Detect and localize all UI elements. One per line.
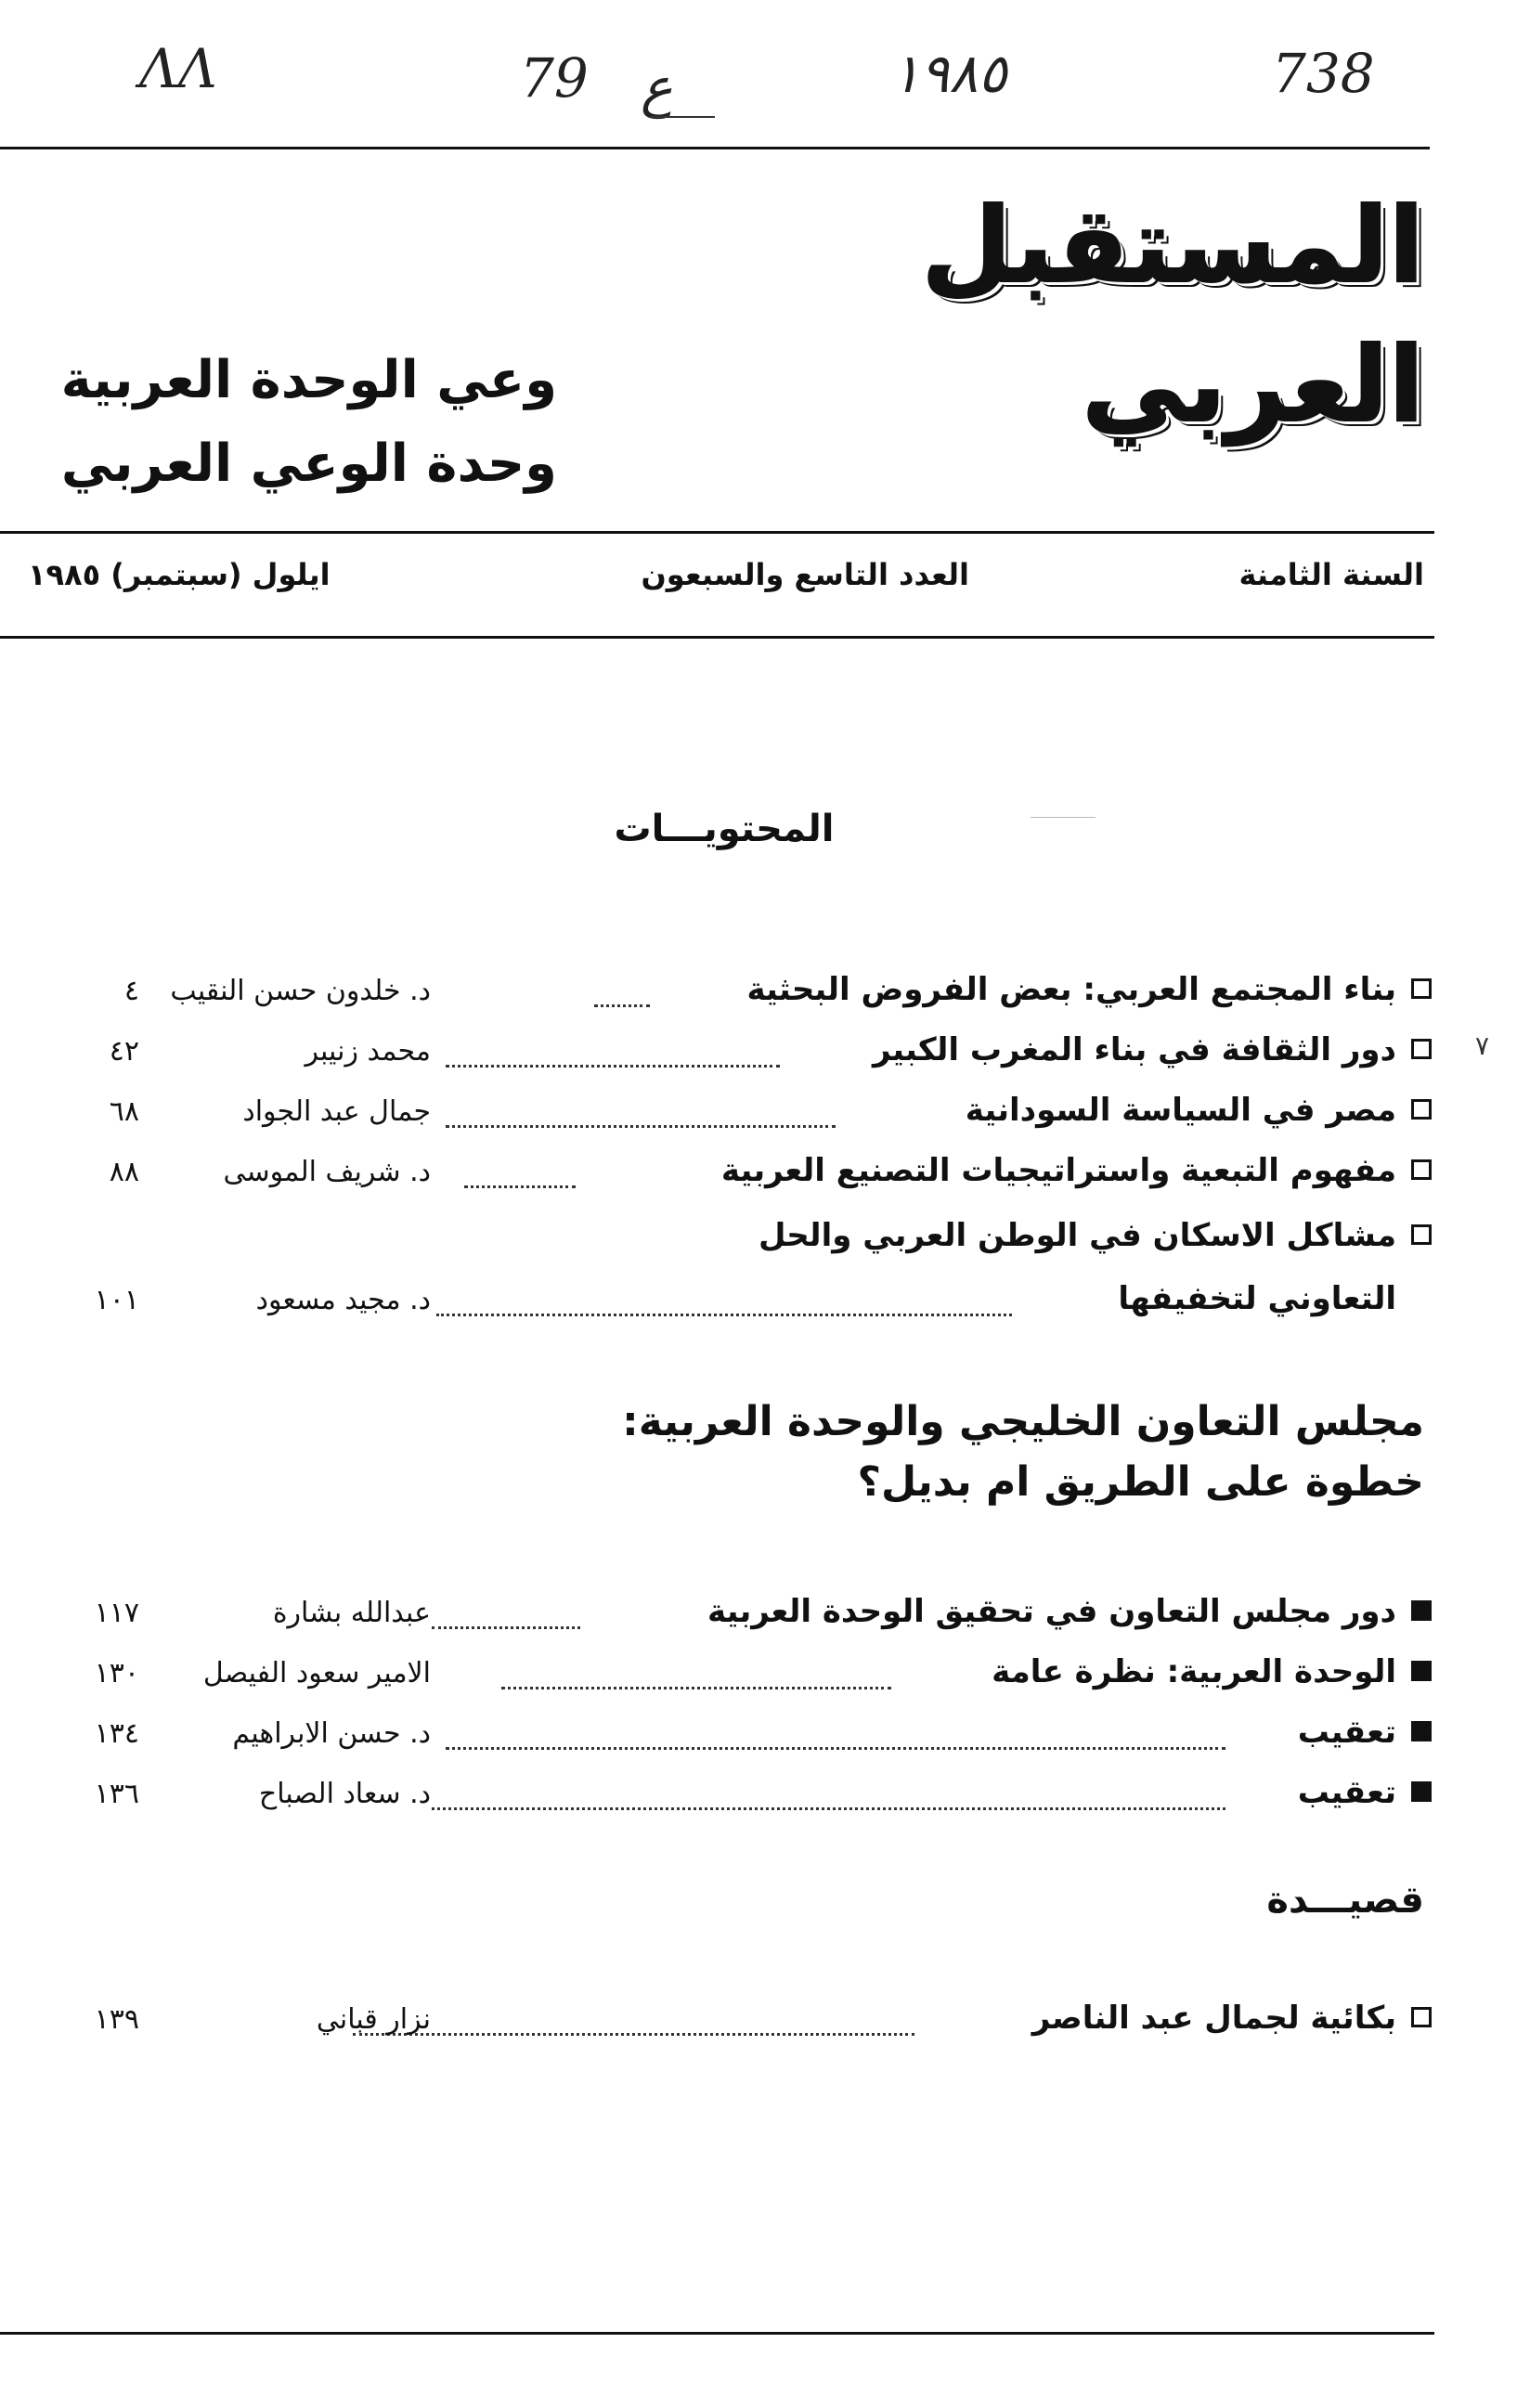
- margin-mark: ٧: [1474, 1030, 1489, 1061]
- toc-entry[interactable]: [0, 1026, 1517, 1081]
- toc-entry-author: د. خلدون حسن النقيب: [170, 975, 431, 1007]
- toc-entry-title: مصر في السياسة السودانية: [965, 1092, 1396, 1129]
- leader-dots: [446, 1042, 780, 1068]
- headline-line-2: وحدة الوعي العربي: [60, 434, 557, 494]
- toc-entry-page: ١٠١: [94, 1284, 139, 1316]
- toc-entry[interactable]: [0, 1146, 1517, 1202]
- toc-entry-title: الوحدة العربية: نظرة عامة: [992, 1653, 1396, 1690]
- toc-entry-title: دور مجلس التعاون في تحقيق الوحدة العربية: [707, 1593, 1396, 1630]
- toc-entry-page: ٤: [123, 975, 139, 1007]
- toc-entry[interactable]: [0, 965, 1517, 1021]
- handwritten-issue-letter: ع: [641, 56, 673, 119]
- stray-mark: [1031, 817, 1096, 818]
- meta-top-rule: [0, 531, 1434, 534]
- toc-entry-author: د. سعاد الصباح: [258, 1778, 431, 1810]
- toc-entry-title: بناء المجتمع العربي: بعض الفروض البحثية: [746, 971, 1396, 1008]
- toc-entry-title: تعقيب: [1297, 1774, 1396, 1811]
- handwritten-number: 738: [1272, 42, 1375, 105]
- toc-entry-page: ٨٨: [109, 1156, 139, 1188]
- leader-dots: [353, 2011, 914, 2036]
- handwritten-underline: [650, 116, 715, 118]
- toc-entry-author: نزار قباني: [316, 2003, 431, 2036]
- toc-entry-title: بكائية لجمال عبد الناصر: [1031, 2000, 1396, 2037]
- section-heading-line-2: خطوة على الطريق ام بديل؟: [857, 1458, 1424, 1506]
- checkbox-icon: [1411, 978, 1432, 999]
- meta-bottom-rule: [0, 636, 1434, 639]
- toc-entry-author: د. مجيد مسعود: [255, 1284, 431, 1316]
- toc-entry-author: د. حسن الابراهيم: [232, 1717, 431, 1750]
- toc-entry[interactable]: [0, 1086, 1517, 1142]
- toc-entry-page: ١٣٦: [94, 1778, 139, 1810]
- issue-number: العدد التاسع والسبعون: [641, 557, 969, 592]
- toc-entry-page: ١٣٩: [94, 2003, 139, 2036]
- leader-dots: [594, 982, 650, 1007]
- toc-entry-author: د. شريف الموسى: [223, 1156, 431, 1188]
- leader-dots: [446, 1103, 836, 1128]
- toc-entry[interactable]: [0, 1768, 1517, 1824]
- toc-entry-author: جمال عبد الجواد: [242, 1095, 431, 1128]
- filled-square-icon: [1411, 1721, 1432, 1741]
- leader-dots: [464, 1163, 576, 1188]
- toc-entry-title: مشاكل الاسكان في الوطن العربي والحل: [758, 1217, 1396, 1254]
- leader-dots: [446, 1725, 1225, 1750]
- checkbox-icon: [1411, 2007, 1432, 2027]
- toc-entry[interactable]: [0, 1648, 1517, 1703]
- volume-year: السنة الثامنة: [1238, 557, 1424, 592]
- toc-entry-title: دور الثقافة في بناء المغرب الكبير: [872, 1031, 1396, 1068]
- section-heading-line-1: مجلس التعاون الخليجي والوحدة العربية:: [622, 1398, 1424, 1445]
- toc-entry-page: ١١٧: [94, 1597, 139, 1629]
- checkbox-icon: [1411, 1159, 1432, 1180]
- leader-dots: [432, 1785, 1225, 1810]
- toc-entry-author: الامير سعود الفيصل: [202, 1657, 431, 1689]
- contents-title: المحتويـــات: [614, 808, 835, 850]
- bottom-rule: [0, 2332, 1434, 2335]
- checkbox-icon: [1411, 1039, 1432, 1059]
- headline-line-1: وعي الوحدة العربية: [60, 350, 557, 410]
- toc-entry-page: ٤٢: [109, 1035, 139, 1068]
- checkbox-icon: [1411, 1099, 1432, 1120]
- toc-entry[interactable]: [0, 1587, 1517, 1643]
- filled-square-icon: [1411, 1781, 1432, 1802]
- section-heading-poem: قصيـــدة: [1266, 1879, 1424, 1922]
- top-rule: [0, 147, 1430, 149]
- toc-entry[interactable]: [0, 1994, 1517, 2050]
- handwritten-issue-number: 79: [520, 46, 589, 110]
- masthead-logo: المستقبل العربي: [921, 186, 1424, 446]
- filled-square-icon: [1411, 1661, 1432, 1681]
- toc-entry[interactable]: [0, 1708, 1517, 1764]
- filled-square-icon: [1411, 1600, 1432, 1621]
- handwritten-note-left: ΛΛ: [139, 37, 217, 100]
- toc-entry-title-continued: التعاوني لتخفيفها: [1118, 1280, 1396, 1317]
- toc-entry-author: عبدالله بشارة: [272, 1597, 431, 1629]
- toc-entry-page: ١٣٤: [94, 1717, 139, 1750]
- toc-entry-title: مفهوم التبعية واستراتيجيات التصنيع العربية: [720, 1152, 1396, 1189]
- toc-entry-page: ١٣٠: [94, 1657, 139, 1689]
- leader-dots: [501, 1664, 891, 1689]
- leader-dots: [432, 1604, 580, 1629]
- handwritten-year: ١٩٨٥: [891, 42, 1007, 105]
- leader-dots: [436, 1291, 1012, 1316]
- toc-entry[interactable]: [0, 1211, 1517, 1332]
- toc-entry-title: تعقيب: [1297, 1714, 1396, 1751]
- toc-entry-page: ٦٨: [109, 1095, 139, 1128]
- checkbox-icon: [1411, 1224, 1432, 1245]
- issue-date: ايلول (سبتمبر) ١٩٨٥: [28, 557, 331, 592]
- toc-entry-author: محمد زنيبر: [305, 1035, 431, 1068]
